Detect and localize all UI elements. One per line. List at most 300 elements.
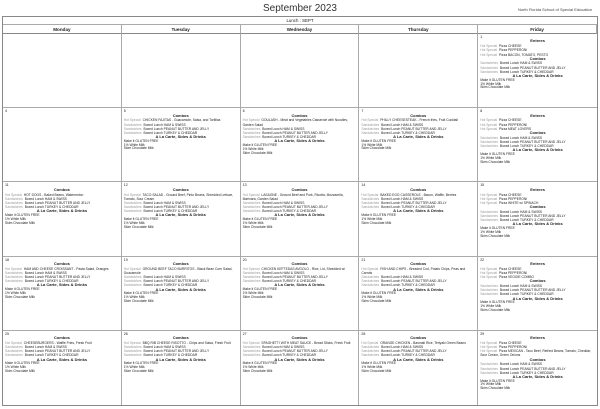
item-text: Boxed Lunch HAM & SWISS xyxy=(143,345,186,350)
item-text: Boxed Lunch HAM & SWISS xyxy=(262,270,305,275)
item-text: Boxed Lunch TURKEY & CHEDDAR xyxy=(24,205,79,210)
section-heading: A La Carte, Sides & Drinks xyxy=(512,373,563,379)
section-heading: Combos xyxy=(529,204,546,210)
item-category-label: Sandwiches xyxy=(123,345,142,350)
item-category-label: Hot Special xyxy=(5,192,22,197)
item-text: Boxed Lunch HAM & SWISS xyxy=(499,135,543,140)
item-text: Boxed Lunch PEANUT BUTTER AND JELLY xyxy=(381,126,447,131)
day-header-monday: Monday xyxy=(3,25,122,34)
item-category-label: Hot Special xyxy=(480,196,498,201)
item-category-label: Sandwiches xyxy=(5,200,23,205)
section-heading: Entrees xyxy=(530,335,545,341)
date-number: 12 xyxy=(123,183,128,188)
item-category-label: Sandwiches xyxy=(361,349,380,354)
item-text: PHILLY CHEESESTEAK - French fries, Fruit Cocktail xyxy=(380,118,458,123)
item-category-label: Hot Special xyxy=(361,192,379,197)
date-number: 28 xyxy=(361,331,366,336)
date-number: 27 xyxy=(242,331,247,336)
day-cell xyxy=(122,108,241,182)
section-heading: Combos xyxy=(291,186,308,192)
side-item: 1% White Milk xyxy=(5,216,26,221)
item-category-label: Sandwiches xyxy=(361,200,380,205)
side-item: 1% White Milk xyxy=(242,220,264,225)
side-item: Make it GLUTEN FREE xyxy=(480,300,515,305)
item-category-label: Hot Special xyxy=(123,118,141,123)
day-cell xyxy=(241,331,360,405)
day-cell xyxy=(478,257,597,331)
item-text: Boxed Lunch TURKEY & CHEDDAR xyxy=(262,135,317,140)
item-text: Boxed Lunch TURKEY & CHEDDAR xyxy=(499,370,554,375)
item-category-label: Sandwiches xyxy=(123,275,142,280)
item-text: Boxed Lunch PEANUT BUTTER AND JELLY xyxy=(143,349,210,354)
item-category-label: Sandwiches xyxy=(5,196,23,201)
item-text: Boxed Lunch TURKEY & CHEDDAR xyxy=(24,353,79,358)
section-heading: Combos xyxy=(172,186,189,192)
item-text: Boxed Lunch PEANUT BUTTER AND JELLY xyxy=(381,279,447,284)
item-category-label: Sandwiches xyxy=(480,370,498,375)
date-number: 22 xyxy=(480,257,485,262)
item-text: Boxed Lunch TURKEY & CHEDDAR xyxy=(262,209,317,214)
item-text: Pizza CHEESE xyxy=(498,192,522,197)
menu-item xyxy=(124,193,238,201)
day-cell xyxy=(122,34,241,108)
item-category-label: Sandwiches xyxy=(361,122,380,127)
item-category-label: Hot Special xyxy=(480,52,498,57)
day-cell xyxy=(478,108,597,182)
item-text: TACO SALAD - Ground Beef, Pinto Beans, Shredded Lettuce, Tomato, Sour Cream xyxy=(123,192,234,201)
item-text: Boxed Lunch TURKEY & CHEDDAR xyxy=(499,218,554,223)
item-text: Boxed Lunch TURKEY & CHEDDAR xyxy=(24,279,79,284)
item-category-label: Sandwiches xyxy=(480,218,498,223)
item-category-label: Sandwiches xyxy=(361,345,380,350)
item-text: Boxed Lunch TURKEY & CHEDDAR xyxy=(499,143,554,148)
side-item: Skim Chocolate Milk xyxy=(361,146,392,151)
side-item: Skim Chocolate Milk xyxy=(480,233,511,238)
section-heading: Combos xyxy=(291,261,308,266)
item-category-label: Hot Special xyxy=(480,126,498,131)
side-item: Skim Chocolate Milk xyxy=(361,298,392,303)
lunch-label: Lunch : SEPT xyxy=(3,17,597,25)
day-cell xyxy=(3,34,122,108)
item-category-label: Sandwiches xyxy=(123,130,142,135)
item-category-label: Hot Special xyxy=(242,118,260,123)
item-category-label: Hot Special xyxy=(123,341,141,345)
item-category-label: Sandwiches xyxy=(123,353,142,358)
side-item: Skim Chocolate Milk xyxy=(123,298,154,303)
item-text: BAKED EGG CASSEROLE - Bacon, Waffle, Berries xyxy=(380,192,457,197)
item-text: Boxed Lunch HAM & SWISS xyxy=(262,126,305,131)
side-item: Make it GLUTEN FREE xyxy=(123,291,159,296)
item-category-label: Sandwiches xyxy=(123,122,142,127)
item-text: Pizza MEXICAN - Taco Beef, Refried Beans, Tomato, Cheddar, Sour Cream, Green Onions xyxy=(480,349,592,358)
item-category-label: Sandwiches xyxy=(242,205,261,210)
item-text: Pizza CHEESE xyxy=(498,266,522,271)
side-item: Skim Chocolate Milk xyxy=(480,386,511,391)
day-header-wednesday: Wednesday xyxy=(241,25,360,34)
day-cell xyxy=(359,34,478,108)
side-item: 1% White Milk xyxy=(361,295,383,300)
section-heading: A La Carte, Sides & Drinks xyxy=(512,147,563,153)
side-item: 1% White Milk xyxy=(242,291,264,296)
date-number: 8 xyxy=(480,109,483,114)
section-heading: Entrees xyxy=(530,186,545,192)
section-heading: A La Carte, Sides & Drinks xyxy=(512,221,563,227)
item-text: Boxed Lunch PEANUT BUTTER AND JELLY xyxy=(499,65,566,70)
item-text: Pizza CHEESE xyxy=(498,118,522,123)
item-category-label: Sandwiches xyxy=(361,126,380,131)
item-category-label: Sandwiches xyxy=(242,200,261,205)
item-text: Boxed Lunch PEANUT BUTTER AND JELLY xyxy=(381,349,447,354)
item-category-label: Sandwiches xyxy=(242,135,261,140)
item-text: Boxed Lunch TURKEY & CHEDDAR xyxy=(262,353,317,358)
side-item: Skim Chocolate Milk xyxy=(123,369,154,374)
item-category-label: Hot Special xyxy=(480,266,498,271)
item-category-label: Sandwiches xyxy=(361,353,380,358)
item-text: CHICKEN KEFTEDAS AVGOLO - Rice, Lid, Shredded w/ xyxy=(261,266,346,271)
day-cell xyxy=(241,182,360,256)
item-category-label: Sandwiches xyxy=(480,61,498,66)
item-text: Boxed Lunch HAM & SWISS xyxy=(24,270,67,275)
item-category-label: Sandwiches xyxy=(480,69,498,74)
side-item: 1% White Milk xyxy=(123,220,145,225)
item-category-label: Sandwiches xyxy=(480,65,498,70)
item-text: Boxed Lunch PEANUT BUTTER AND JELLY xyxy=(262,349,328,354)
item-text: GROUND BEEF TACO BURRITOS - Black Bean Corn Salad, Guacamole xyxy=(123,266,233,275)
side-item: Skim Chocolate Milk xyxy=(242,369,273,374)
item-category-label: Hot Special xyxy=(480,345,498,350)
item-text: Pizza BACON, TOMATO, PESTO xyxy=(498,52,549,57)
item-category-label: Sandwiches xyxy=(480,292,498,297)
section-heading: A La Carte, Sides & Drinks xyxy=(155,134,206,140)
day-cell xyxy=(359,182,478,256)
item-category-label: Sandwiches xyxy=(242,130,261,135)
side-item: Make it GLUTEN FREE xyxy=(361,213,397,218)
side-item: Skim Chocolate Milk xyxy=(480,307,511,312)
item-text: Boxed Lunch TURKEY & CHEDDAR xyxy=(381,130,435,135)
day-cell xyxy=(241,108,360,182)
date-number: 1 xyxy=(480,35,483,39)
section-heading: Combos xyxy=(172,112,189,118)
section-heading: Combos xyxy=(529,356,546,362)
item-category-label: Sandwiches xyxy=(480,366,498,371)
side-item: Make it GLUTEN FREE xyxy=(5,213,40,218)
item-text: Boxed Lunch TURKEY & CHEDDAR xyxy=(499,292,554,297)
item-text: Boxed Lunch PEANUT BUTTER AND JELLY xyxy=(262,275,328,280)
date-number: 25 xyxy=(5,331,9,336)
item-text: Boxed Lunch PEANUT BUTTER AND JELLY xyxy=(143,205,210,210)
menu-item xyxy=(243,193,357,201)
item-category-label: Sandwiches xyxy=(361,130,380,135)
day-cell xyxy=(359,331,478,405)
section-heading: Entrees xyxy=(530,261,545,266)
item-text: Boxed Lunch HAM & SWISS xyxy=(499,209,543,214)
section-heading: Combos xyxy=(53,261,70,266)
item-category-label: Sandwiches xyxy=(242,270,261,275)
item-text: GOULASH - Meat and Vegetables Casserole with Noodles, Garden Salad xyxy=(242,118,348,127)
item-text: Boxed Lunch HAM & SWISS xyxy=(262,200,305,205)
item-category-label: Sandwiches xyxy=(242,349,261,354)
item-category-label: Hot Special xyxy=(480,275,498,280)
section-heading: A La Carte, Sides & Drinks xyxy=(393,356,444,362)
item-text: BBQ RIB CHEESE RISOTTO - Chips and Salsa, Fresh Fruit xyxy=(142,341,231,345)
item-text: Boxed Lunch PEANUT BUTTER AND JELLY xyxy=(262,130,328,135)
date-number: 7 xyxy=(361,109,364,114)
item-category-label: Hot Special xyxy=(242,341,260,345)
section-heading: Entrees xyxy=(530,38,545,44)
day-cell xyxy=(122,257,241,331)
item-text: Boxed Lunch PEANUT BUTTER AND JELLY xyxy=(499,366,566,371)
item-text: Pizza PEPPERONI xyxy=(498,196,528,201)
section-heading: Entrees xyxy=(530,112,545,118)
item-text: Boxed Lunch HAM & SWISS xyxy=(143,200,186,205)
side-item: 1% White Milk xyxy=(480,155,502,160)
side-item: 1% White Milk xyxy=(480,81,502,86)
menu-item xyxy=(361,267,475,275)
date-number: 13 xyxy=(242,183,247,188)
item-category-label: Hot Special xyxy=(480,44,498,49)
item-text: Pizza CHEESE xyxy=(498,341,522,345)
date-number: 19 xyxy=(123,257,128,262)
item-text: Boxed Lunch PEANUT BUTTER AND JELLY xyxy=(24,349,91,354)
side-item: 1% White Milk xyxy=(123,295,145,300)
day-cell xyxy=(478,331,597,405)
item-category-label: Sandwiches xyxy=(242,353,261,358)
section-heading: Combos xyxy=(529,278,546,284)
section-heading: A La Carte, Sides & Drinks xyxy=(512,72,563,78)
item-text: Boxed Lunch HAM & SWISS xyxy=(381,275,424,280)
date-number: 18 xyxy=(5,257,9,262)
day-cell xyxy=(3,257,122,331)
item-category-label: Sandwiches xyxy=(361,279,380,284)
side-item: Skim Chocolate Milk xyxy=(5,369,35,374)
section-heading: Combos xyxy=(172,335,189,341)
side-item: 1% White Milk xyxy=(480,304,502,309)
side-item: Make it GLUTEN FREE xyxy=(361,291,397,296)
item-text: Pizza PEPPERONI xyxy=(498,270,528,275)
item-text: Boxed Lunch PEANUT BUTTER AND JELLY xyxy=(24,200,91,205)
side-item: 1% White Milk xyxy=(361,142,383,147)
item-text: Pizza MEAT LOVERS xyxy=(498,126,532,131)
section-heading: A La Carte, Sides & Drinks xyxy=(155,212,206,218)
side-item: Skim Chocolate Milk xyxy=(480,85,511,90)
item-category-label: Hot Special xyxy=(123,192,141,197)
side-item: Make it GLUTEN FREE xyxy=(123,361,159,366)
item-category-label: Sandwiches xyxy=(480,214,498,219)
side-item: Skim Chocolate Milk xyxy=(361,220,392,225)
section-heading: A La Carte, Sides & Drinks xyxy=(274,282,325,288)
day-cell xyxy=(3,182,122,256)
side-item: Make it GLUTEN FREE xyxy=(480,77,515,82)
side-item: Skim Chocolate Milk xyxy=(5,294,35,299)
day-cell xyxy=(241,257,360,331)
item-text: Boxed Lunch HAM & SWISS xyxy=(499,284,543,289)
item-category-label: Hot Special xyxy=(242,192,260,197)
item-text: Boxed Lunch HAM & SWISS xyxy=(262,345,305,350)
side-item: 1% White Milk xyxy=(361,216,383,221)
item-category-label: Sandwiches xyxy=(123,205,142,210)
item-category-label: Sandwiches xyxy=(361,275,380,280)
day-cell xyxy=(3,331,122,405)
item-text: Boxed Lunch TURKEY & CHEDDAR xyxy=(381,205,435,210)
school-name: North Florida School of Special Education xyxy=(517,7,592,12)
item-text: Boxed Lunch PEANUT BUTTER AND JELLY xyxy=(143,279,210,284)
item-category-label: Sandwiches xyxy=(123,349,142,354)
item-category-label: Sandwiches xyxy=(123,283,142,288)
section-heading: Combos xyxy=(410,261,427,266)
day-cell xyxy=(359,108,478,182)
side-item: Make it GLUTEN FREE xyxy=(361,138,397,143)
item-category-label: Sandwiches xyxy=(123,200,142,205)
calendar-title: September 2023 xyxy=(263,3,337,14)
side-item: Make it GLUTEN FREE xyxy=(480,378,515,383)
section-heading: A La Carte, Sides & Drinks xyxy=(393,286,444,292)
section-heading: A La Carte, Sides & Drinks xyxy=(274,356,325,362)
item-text: Boxed Lunch PEANUT BUTTER AND JELLY xyxy=(499,288,566,293)
item-category-label: Sandwiches xyxy=(123,279,142,284)
item-text: Boxed Lunch HAM & SWISS xyxy=(381,345,424,350)
item-category-label: Hot Special xyxy=(5,341,22,345)
item-category-label: Sandwiches xyxy=(480,135,498,140)
item-category-label: Sandwiches xyxy=(242,126,261,131)
item-text: Boxed Lunch TURKEY & CHEDDAR xyxy=(381,283,435,288)
side-item: Make it GLUTEN FREE xyxy=(242,287,278,292)
day-cell xyxy=(478,34,597,108)
item-category-label: Sandwiches xyxy=(5,349,23,354)
item-category-label: Hot Special xyxy=(480,48,498,53)
date-number: 21 xyxy=(361,257,366,262)
item-category-label: Hot Special xyxy=(480,270,498,275)
date-number: 14 xyxy=(361,183,366,188)
section-heading: Combos xyxy=(410,186,427,192)
section-heading: A La Carte, Sides & Drinks xyxy=(393,208,444,214)
day-cell xyxy=(122,182,241,256)
date-number: 15 xyxy=(480,183,485,188)
item-text: HOT DOGS - Baked Beans, Watermelon xyxy=(23,192,84,197)
item-text: Pizza PEPPERONI xyxy=(498,122,528,127)
item-category-label: Sandwiches xyxy=(480,362,498,367)
side-item: 1% White Milk xyxy=(480,229,502,234)
day-cell xyxy=(122,331,241,405)
item-text: CHICKEN FAJITAS - Guacamole, Salsa, and Tortillas xyxy=(142,118,221,123)
item-category-label: Sandwiches xyxy=(5,270,23,275)
item-category-label: Hot Special xyxy=(480,341,498,345)
item-category-label: Hot Special xyxy=(242,266,260,271)
item-text: Boxed Lunch TURKEY & CHEDDAR xyxy=(143,353,198,358)
item-text: Boxed Lunch TURKEY & CHEDDAR xyxy=(499,69,554,74)
side-item: Make it GLUTEN FREE xyxy=(5,287,40,292)
side-item: Skim Chocolate Milk xyxy=(242,224,273,229)
day-cell xyxy=(478,182,597,256)
item-category-label: Sandwiches xyxy=(5,205,23,210)
side-item: Skim Chocolate Milk xyxy=(123,146,154,151)
item-category-label: Hot Special xyxy=(123,266,141,271)
item-text: FISH AND CHIPS - Breaded Cod, Potato Chips, Peas and Carrots xyxy=(361,266,466,275)
side-item: 1% White Milk xyxy=(5,365,26,370)
item-category-label: Hot Special xyxy=(361,266,379,271)
section-heading: Combos xyxy=(53,335,70,341)
side-item: 1% White Milk xyxy=(480,382,502,387)
side-item: Make it GLUTEN FREE xyxy=(242,361,278,366)
menu-item xyxy=(124,267,238,275)
section-heading: A La Carte, Sides & Drinks xyxy=(274,212,325,218)
item-text: LASAGNE - Ground Beef and Pork, Ricotta, Mozzarella, Marinara, Garden Salad xyxy=(242,192,344,201)
item-category-label: Hot Special xyxy=(480,200,498,205)
item-text: Boxed Lunch HAM & SWISS xyxy=(24,345,67,350)
item-category-label: Sandwiches xyxy=(480,143,498,148)
item-text: Pizza VEGGIE COMBO xyxy=(498,275,534,280)
date-number: 5 xyxy=(123,109,126,114)
side-item: 1% White Milk xyxy=(5,291,26,296)
section-heading: Combos xyxy=(172,261,189,266)
side-item: 1% White Milk xyxy=(361,365,383,370)
menu-item xyxy=(243,118,357,126)
side-item: 1% White Milk xyxy=(123,142,145,147)
item-category-label: Sandwiches xyxy=(5,275,23,280)
item-text: Boxed Lunch HAM & SWISS xyxy=(143,122,186,127)
section-heading: A La Carte, Sides & Drinks xyxy=(36,356,88,362)
section-heading: Combos xyxy=(410,335,427,341)
side-item: Make it GLUTEN FREE xyxy=(123,138,159,143)
item-category-label: Sandwiches xyxy=(5,279,23,284)
item-text: SPAGHETTI WITH MEAT SAUCE - Bread Sticks, Fresh Fruit xyxy=(261,341,351,345)
item-category-label: Sandwiches xyxy=(242,345,261,350)
section-heading: A La Carte, Sides & Drinks xyxy=(155,286,206,292)
section-heading: A La Carte, Sides & Drinks xyxy=(274,138,325,144)
item-category-label: Sandwiches xyxy=(5,353,23,358)
section-heading: Combos xyxy=(291,335,308,341)
item-text: Boxed Lunch TURKEY & CHEDDAR xyxy=(143,209,198,214)
item-text: Pizza PEPPERONI xyxy=(498,48,528,53)
item-category-label: Sandwiches xyxy=(5,345,23,350)
date-number: 29 xyxy=(480,331,485,336)
side-item: Make it GLUTEN FREE xyxy=(242,217,278,222)
section-heading: Combos xyxy=(291,112,308,118)
item-text: Pizza CHEESE xyxy=(498,44,522,49)
day-header-thursday: Thursday xyxy=(359,25,478,34)
item-category-label: Sandwiches xyxy=(242,279,261,284)
item-category-label: Sandwiches xyxy=(242,275,261,280)
item-text: Boxed Lunch PEANUT BUTTER AND JELLY xyxy=(262,205,328,210)
side-item: Make it GLUTEN FREE xyxy=(242,142,278,147)
side-item: 1% White Milk xyxy=(242,365,264,370)
menu-calendar xyxy=(2,16,598,406)
item-text: Boxed Lunch TURKEY & CHEDDAR xyxy=(262,279,317,284)
section-heading: Combos xyxy=(53,186,70,192)
side-item: Skim Chocolate Milk xyxy=(242,150,273,155)
item-text: Boxed Lunch PEANUT BUTTER AND JELLY xyxy=(381,200,447,205)
section-heading: Combos xyxy=(529,55,546,61)
item-text: Boxed Lunch TURKEY & CHEDDAR xyxy=(143,283,198,288)
item-text: Boxed Lunch HAM & SWISS xyxy=(143,275,186,280)
item-text: Boxed Lunch HAM & SWISS xyxy=(499,61,543,66)
section-heading: A La Carte, Sides & Drinks xyxy=(393,134,444,140)
item-text: Boxed Lunch HAM & SWISS xyxy=(24,196,67,201)
item-category-label: Sandwiches xyxy=(480,288,498,293)
side-item: Skim Chocolate Milk xyxy=(242,294,273,299)
side-item: Make it GLUTEN FREE xyxy=(123,217,159,222)
item-text: Boxed Lunch HAM & SWISS xyxy=(499,362,543,367)
day-cell xyxy=(3,108,122,182)
item-category-label: Sandwiches xyxy=(361,283,380,288)
item-text: Boxed Lunch PEANUT BUTTER AND JELLY xyxy=(499,214,566,219)
item-category-label: Sandwiches xyxy=(123,126,142,131)
item-text: Boxed Lunch TURKEY & CHEDDAR xyxy=(143,130,198,135)
item-text: Pizza PEPPERONI xyxy=(498,345,528,350)
item-category-label: Sandwiches xyxy=(123,209,142,214)
side-item: Skim Chocolate Milk xyxy=(361,369,392,374)
section-heading: Combos xyxy=(529,129,546,135)
day-header-friday: Friday xyxy=(478,25,597,34)
